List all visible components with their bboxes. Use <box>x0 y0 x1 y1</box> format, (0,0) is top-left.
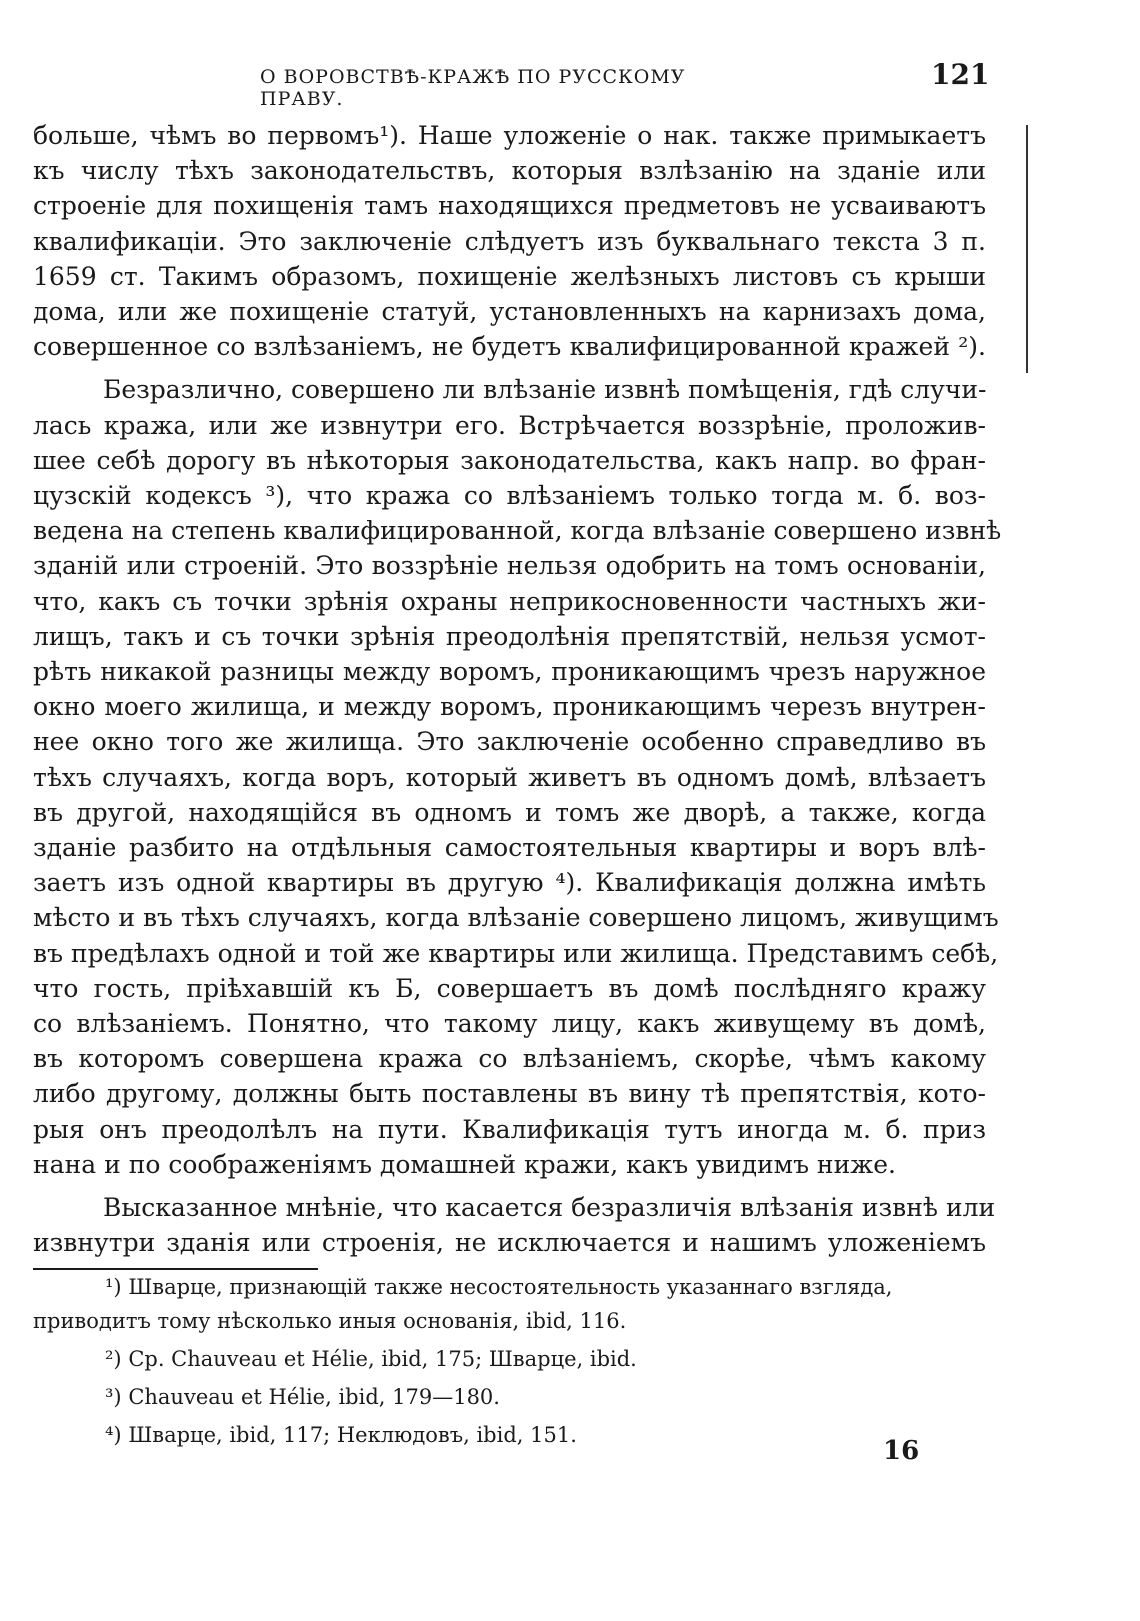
text-line: мѣсто и въ тѣхъ случаяхъ, когда влѣзаніе совершено лицомъ, живущимъ <box>33 903 999 933</box>
text-line: въ предѣлахъ одной и той же квартиры или жилища. Представимъ себѣ, <box>33 938 999 968</box>
text-line: извнутри зданія или строенія, не исключается и нашимъ уложеніемъ <box>33 1228 986 1258</box>
footnote-marker: ¹) <box>105 1275 122 1299</box>
text-line: заетъ изъ одной квартиры въ другую ⁴). Квалификація должна имѣть <box>33 868 986 898</box>
body-text <box>33 118 1002 1261</box>
paragraph-1 <box>33 118 986 364</box>
text-line: строеніе для похищенія тамъ находящихся предметовъ не усваиваютъ <box>33 191 986 221</box>
text-line: либо другому, должны быть поставлены въ вину тѣ препятствія, кото- <box>33 1079 986 1109</box>
text-line: тѣхъ случаяхъ, когда воръ, который живетъ въ одномъ домѣ, влѣзаетъ <box>33 762 986 792</box>
text-line: лищъ, такъ и съ точки зрѣнія преодолѣнія препятствій, нельзя усмот- <box>33 621 986 651</box>
text-line: квалификаціи. Это заключеніе слѣдуетъ изъ буквальнаго текста 3 п. <box>33 226 986 256</box>
text-line: совершенное со взлѣзаніемъ, не будетъ квалифицированной кражей ²). <box>33 332 986 362</box>
text-line: зданій или строеній. Это воззрѣніе нельзя одобрить на томъ основаніи, <box>33 551 986 581</box>
text-line: нее окно того же жилища. Это заключеніе особенно справедливо въ <box>33 727 986 757</box>
text-line: что, какъ съ точки зрѣнія охраны неприкосновенности частныхъ жи- <box>33 586 986 616</box>
footnotes <box>33 1270 985 1452</box>
text-line: что гость, пріѣхавшій къ Б, совершаетъ въ домѣ послѣдняго кражу <box>33 973 986 1003</box>
text-line: нана и по соображеніямъ домашней кражи, какъ увидимъ ниже. <box>33 1149 897 1179</box>
text-line: окно моего жилища, и между воромъ, проникающимъ черезъ внутрен- <box>33 692 986 722</box>
text-line: зданіе разбито на отдѣльныя самостоятельныя квартиры и воръ влѣ- <box>33 833 986 863</box>
footnote-1 <box>105 1270 985 1304</box>
footnote-1-continued: приводитъ тому нѣсколько иныя основанія, ibid, 116. <box>33 1309 627 1333</box>
text-line: Безразлично, совершено ли влѣзаніе извнѣ помѣщенія, гдѣ случи- <box>103 375 987 405</box>
text-line: 1659 ст. Такимъ образомъ, похищеніе желѣзныхъ листовъ съ крыши <box>33 261 986 291</box>
text-line: цузскій кодексъ ³), что кража со влѣзаніемъ только тогда м. б. воз- <box>33 481 986 511</box>
text-line: въ которомъ совершена кража со влѣзаніемъ, скорѣе, чѣмъ какому <box>33 1044 986 1074</box>
text-line: со влѣзаніемъ. Понятно, что такому лицу, какъ живущему въ домѣ, <box>33 1009 986 1039</box>
footnote-4 <box>105 1418 985 1452</box>
text-line: дома, или же похищеніе статуй, установленныхъ на карнизахъ дома, <box>33 297 986 327</box>
text-line: шее себѣ дорогу въ нѣкоторыя законодательства, какъ напр. во фран- <box>33 445 986 475</box>
paragraph-2 <box>33 372 1002 1182</box>
paragraph-3 <box>33 1190 996 1260</box>
footnote-text: Chauveau et Hélie, ibid, 179—180. <box>128 1385 500 1409</box>
text-line: ведена на степень квалифицированной, когда влѣзаніе совершено извнѣ <box>33 516 1002 546</box>
margin-mark <box>1026 125 1028 373</box>
text-line: лась кража, или же извнутри его. Встрѣчается воззрѣніе, проложив- <box>33 410 986 440</box>
printer-signature-mark: 16 <box>883 1436 920 1466</box>
text-line: въ другой, находящійся въ одномъ и томъ же дворѣ, а также, когда <box>33 797 986 827</box>
text-line: Высказанное мнѣніе, что касается безразличія влѣзанія извнѣ или <box>103 1193 996 1223</box>
footnote-3 <box>105 1380 985 1414</box>
footnote-marker: ³) <box>105 1385 122 1409</box>
page-number: 121 <box>931 58 990 91</box>
footnote-marker: ⁴) <box>105 1423 122 1447</box>
footnote-2 <box>105 1342 985 1376</box>
text-line: больше, чѣмъ во первомъ¹). Наше уложеніе о нак. также примыкаетъ <box>33 121 986 150</box>
text-line: рѣть никакой разницы между воромъ, проникающимъ чрезъ наружное <box>33 657 986 687</box>
footnote-text: Шварце, ibid, 117; Неклюдовъ, ibid, 151. <box>128 1423 577 1447</box>
text-line: къ числу тѣхъ законодательствъ, которыя взлѣзанію на зданіе или <box>33 156 986 186</box>
footnote-marker: ²) <box>105 1347 122 1371</box>
text-line: рыя онъ преодолѣлъ на пути. Квалификація тутъ иногда м. б. приз <box>33 1114 986 1144</box>
running-title: О ВОРОВСТВѢ-КРАЖѢ ПО РУССКОМУ ПРАВУ. <box>260 66 686 110</box>
footnote-text: Ср. Chauveau et Hélie, ibid, 175; Шварце, ibid. <box>128 1347 637 1371</box>
footnote-text: Шварце, признающій также несостоятельность указаннаго взгляда, <box>128 1275 893 1299</box>
